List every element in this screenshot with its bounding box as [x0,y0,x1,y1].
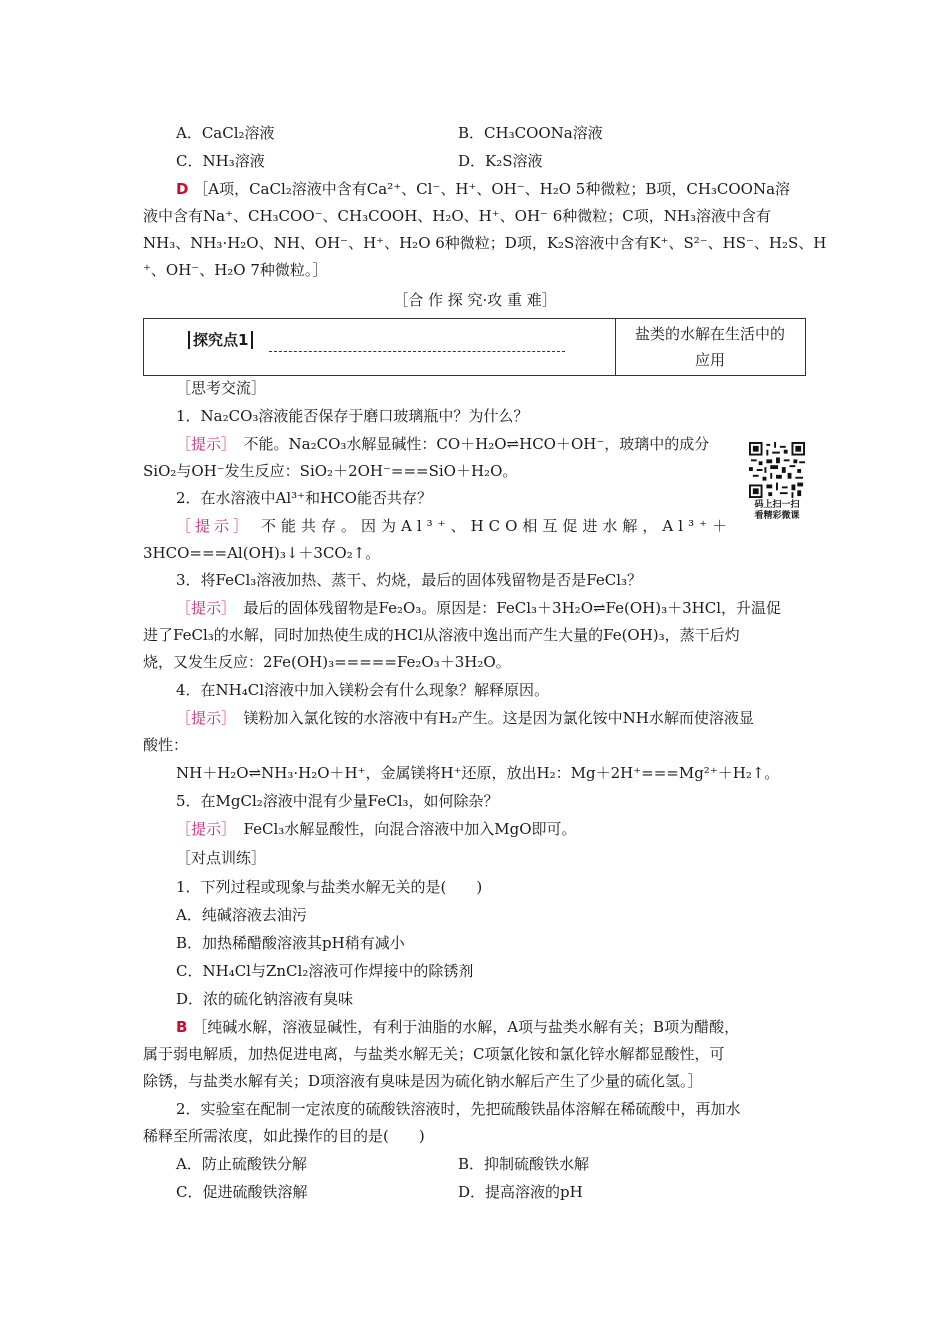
answer-letter: D [176,180,189,198]
practice-q2-option-d: D．提高溶液的pH [458,1183,583,1201]
hint-text: 不能共存。因为Al³⁺、HCO相互促进水解，Al³⁺＋ [261,517,732,535]
hint-text: 最后的固体残留物是Fe₂O₃。原因是：FeCl₃＋3H₂O⇌Fe(OH)₃＋3HCl，升温促 [228,599,782,617]
hint-label: ［提示］ [176,820,229,838]
think-q3-answer-2: 进了FeCl₃的水解，同时加热使生成的HCl从溶液中逸出而产生大量的Fe(OH)₃，蒸干后灼 [143,626,740,644]
practice-q2-option-a: A．防止硫酸铁分解 [176,1155,307,1173]
hint-label: ［提示］ [176,517,253,535]
qr-code-icon[interactable] [748,442,806,498]
option-a: A．CaCl₂溶液 [176,124,275,142]
think-q1-answer [176,434,709,454]
think-q3-answer-3: 烧，又发生反应：2Fe(OH)₃=====Fe₂O₃＋3H₂O。 [143,653,511,671]
answer-line: 液中含有Na⁺、CH₃COO⁻、CH₃COOH、H₂O、H⁺、OH⁻ 6种微粒；C项，NH₃溶液中含有 [143,207,771,225]
think-q4: 4．在NH₄Cl溶液中加入镁粉会有什么现象？解释原因。 [176,681,550,699]
practice-q1-option-a: A．纯碱溶液去油污 [176,906,307,924]
section-heading: ［合 作 探 究·攻 重 难］ [393,291,557,309]
practice-label: ［对点训练］ [176,849,267,867]
practice-q2-option-b: B．抑制硫酸铁水解 [458,1155,590,1173]
practice-q1-option-d: D．浓的硫化钠溶液有臭味 [176,990,354,1008]
hint-label: ［提示］ [176,599,229,617]
practice-q1: 1．下列过程或现象与盐类水解无关的是( ) [176,878,483,896]
think-q1-answer-2: SiO₂与OH⁻发生反应：SiO₂＋2OH⁻===SiO＋H₂O。 [143,462,518,480]
practice-q2-option-c: C．促进硫酸铁溶解 [176,1183,308,1201]
practice-answer-1-line-2: 属于弱电解质，加热促进电离，与盐类水解无关；C项氯化铵和氯化锌水解都显酸性，可 [143,1045,725,1063]
answer-text: ［纯碱水解，溶液显碱性，有利于油脂的水解，A项与盐类水解有关；B项为醋酸， [192,1018,740,1036]
hint-text: 镁粉加入氯化铵的水溶液中有H₂产生。这是因为氯化铵中NH水解而使溶液显 [228,709,754,727]
think-q5-answer [176,819,577,839]
qr-caption [744,500,810,522]
answer-line: ⁺、OH⁻、H₂O 7种微粒。］ [143,261,328,279]
think-q2-answer-2: 3HCO===Al(OH)₃↓＋3CO₂↑。 [143,544,381,562]
practice-q1-option-c: C．NH₄Cl与ZnCl₂溶液可作焊接中的除锈剂 [176,962,474,980]
topic-line-2: 应用 [694,351,725,369]
hint-label: ［提示］ [176,709,229,727]
think-q3-answer [176,598,781,618]
practice-q2-line-1: 2．实验室在配制一定浓度的硫酸铁溶液时，先把硫酸铁晶体溶解在稀硫酸中，再加水 [176,1100,741,1118]
hint-text: 不能。Na₂CO₃水解显碱性：CO＋H₂O⇌HCO＋OH⁻，玻璃中的成分 [228,435,710,453]
think-q5: 5．在MgCl₂溶液中混有少量FeCl₃，如何除杂？ [176,792,499,810]
option-c: C．NH₃溶液 [176,152,265,170]
answer-line: NH₃、NH₃·H₂O、NH、OH⁻、H⁺、H₂O 6种微粒；D项，K₂S溶液中含有K⁺、S²⁻、HS⁻、H₂S、H [143,234,827,252]
practice-answer-1 [176,1017,739,1037]
answer-paragraph-1 [176,179,790,199]
qr-caption-line: 码上扫一扫 [754,500,800,510]
dashed-rule [269,351,565,352]
think-q2-answer [176,516,732,536]
qr-caption-line: 看精彩微课 [754,511,800,521]
think-q3: 3．将FeCl₃溶液加热、蒸干、灼烧，最后的固体残留物是否是FeCl₃？ [176,571,643,589]
practice-q1-option-b: B．加热稀醋酸溶液其pH稍有减小 [176,934,405,952]
think-q4-answer [176,708,754,728]
hint-label: ［提示］ [176,435,229,453]
practice-q2-line-2: 稀释至所需浓度，如此操作的目的是( ) [143,1127,425,1145]
exploration-tag: 探究点1 [188,331,253,349]
think-q2: 2．在水溶液中Al³⁺和HCO能否共存？ [176,489,432,507]
answer-letter: B [176,1018,188,1036]
think-label: ［思考交流］ [176,379,267,397]
think-q1: 1．Na₂CO₃溶液能否保存于磨口玻璃瓶中？为什么？ [176,407,529,425]
topic-line-1: 盐类的水解在生活中的 [634,325,785,343]
practice-answer-1-line-3: 除锈，与盐类水解有关；D项溶液有臭味是因为硫化钠水解后产生了少量的硫化氢。］ [143,1072,703,1090]
think-q4-answer-2: 酸性： [143,736,189,754]
section-box [143,318,806,376]
option-d: D．K₂S溶液 [458,152,543,170]
option-b: B．CH₃COONa溶液 [458,124,603,142]
think-q4-answer-3: NH＋H₂O⇌NH₃·H₂O＋H⁺，金属镁将H⁺还原，放出H₂：Mg＋2H⁺===Mg²⁺＋H₂↑。 [176,764,780,782]
topic-title [615,319,805,373]
answer-text: ［A项，CaCl₂溶液中含有Ca²⁺、Cl⁻、H⁺、OH⁻、H₂O 5种微粒；B项，CH₃COONa溶 [193,180,791,198]
hint-text: FeCl₃水解显酸性，向混合溶液中加入MgO即可。 [228,820,577,838]
